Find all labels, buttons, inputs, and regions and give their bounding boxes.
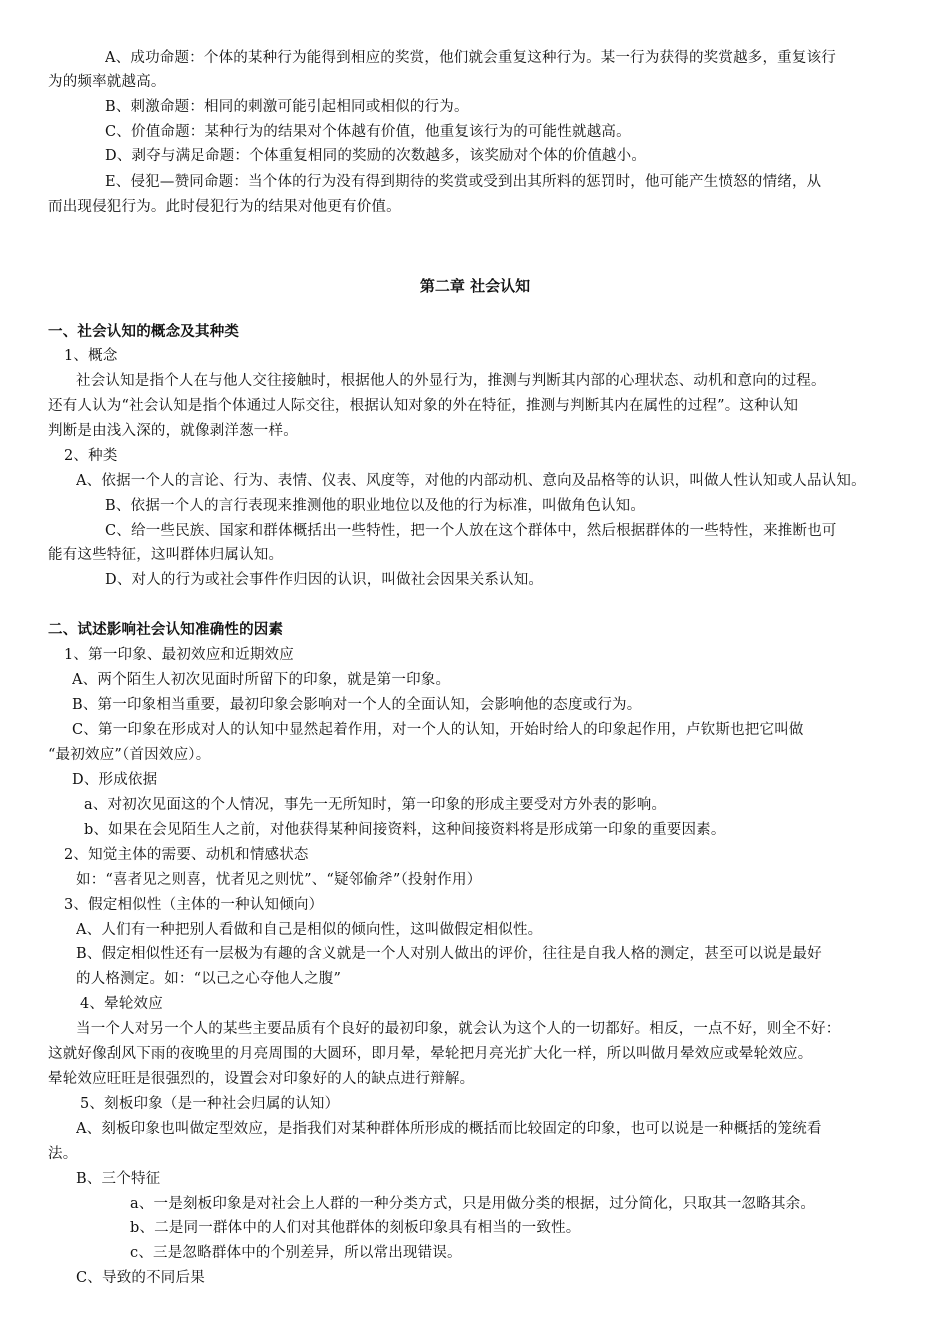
- text-line: B、刺激命题：相同的刺激可能引起相同或相似的行为。: [105, 99, 469, 115]
- text-line: a、对初次见面这的个人情况，事先一无所知时，第一印象的形成主要受对方外表的影响。: [84, 797, 667, 813]
- text-line: 2、种类: [64, 448, 118, 464]
- text-line: 1、概念: [64, 348, 118, 364]
- text-line: 社会认知是指个人在与他人交往接触时，根据他人的外显行为，推测与判断其内部的心理状态、动机和意向的过程。: [76, 373, 826, 389]
- text-line: b、二是同一群体中的人们对其他群体的刻板印象具有相当的一致性。: [130, 1220, 581, 1236]
- text-line: A、刻板印象也叫做定型效应，是指我们对某种群体所形成的概括而比较固定的印象，也可以说是一种概括的笼统看: [76, 1121, 822, 1137]
- text-line: 1、第一印象、最初效应和近期效应: [64, 647, 294, 663]
- text-line: B、假定相似性还有一层极为有趣的含义就是一个人对别人做出的评价，往往是自我人格的测定，甚至可以说是最好: [76, 946, 822, 962]
- text-line: 判断是由浅入深的，就像剥洋葱一样。: [48, 423, 298, 439]
- text-line: 法。: [48, 1146, 78, 1162]
- text-line: 当一个人对另一个人的某些主要品质有个良好的最初印象，就会认为这个人的一切都好。相反，一点不好，则全不好：: [76, 1021, 841, 1037]
- text-line: 3、假定相似性（主体的一种认知倾向）: [64, 897, 324, 913]
- text-line: 而出现侵犯行为。此时侵犯行为的结果对他更有价值。: [48, 199, 401, 215]
- text-line: 还有人认为“社会认知是指个体通过人际交往，根据认知对象的外在特征，推测与判断其内在属性的过程”。这种认知: [48, 398, 799, 414]
- text-line: 这就好像刮风下雨的夜晚里的月亮周围的大圆环，即月晕，晕轮把月亮光扩大化一样，所以叫做月晕效应或晕轮效应。: [48, 1046, 813, 1062]
- text-line: E、侵犯—赞同命题：当个体的行为没有得到期待的奖赏或受到出其所料的惩罚时，他可能产生愤怒的情绪，从: [105, 174, 822, 190]
- text-line: 能有这些特征，这叫群体归属认知。: [48, 547, 284, 563]
- text-line: B、依据一个人的言行表现来推测他的职业地位以及他的行为标准，叫做角色认知。: [105, 498, 646, 514]
- section-heading: 二、试述影响社会认知准确性的因素: [48, 622, 284, 638]
- text-line: A、两个陌生人初次见面时所留下的印象，就是第一印象。: [72, 672, 451, 688]
- text-line: a、一是刻板印象是对社会上人群的一种分类方式，只是用做分类的根据，过分简化，只取其一忽略其余。: [130, 1196, 816, 1212]
- text-line: b、如果在会见陌生人之前，对他获得某种间接资料，这种间接资料将是形成第一印象的重要因素。: [84, 822, 726, 838]
- text-line: B、三个特征: [76, 1171, 161, 1187]
- text-line: A、人们有一种把别人看做和自己是相似的倾向性，这叫做假定相似性。: [76, 922, 543, 938]
- text-line: D、剥夺与满足命题：个体重复相同的奖励的次数越多，该奖励对个体的价值越小。: [105, 148, 647, 164]
- text-line: 如：“喜者见之则喜，忧者见之则忧”、“疑邻偷斧”（投射作用）: [76, 872, 482, 888]
- text-line: D、形成依据: [72, 772, 158, 788]
- text-line: 晕轮效应旺旺是很强烈的，设置会对印象好的人的缺点进行辩解。: [48, 1071, 475, 1087]
- text-line: c、三是忽略群体中的个别差异，所以常出现错误。: [130, 1245, 462, 1261]
- text-line: 为的频率就越高。: [48, 74, 166, 90]
- text-line: B、第一印象相当重要，最初印象会影响对一个人的全面认知，会影响他的态度或行为。: [72, 697, 642, 713]
- text-line: C、给一些民族、国家和群体概括出一些特性，把一个人放在这个群体中，然后根据群体的一些特性，来推断也可: [105, 523, 837, 539]
- text-line: C、第一印象在形成对人的认知中显然起着作用，对一个人的认知，开始时给人的印象起作用，卢钦斯也把它叫做: [72, 722, 804, 738]
- text-line: 4、晕轮效应: [80, 996, 163, 1012]
- text-line: 2、知觉主体的需要、动机和情感状态: [64, 847, 309, 863]
- text-line: A、依据一个人的言论、行为、表情、仪表、风度等，对他的内部动机、意向及品格等的认识，叫做人性认知或人品认知。: [76, 473, 866, 489]
- text-line: C、价值命题：某种行为的结果对个体越有价值，他重复该行为的可能性就越高。: [105, 124, 631, 140]
- text-line: C、导致的不同后果: [76, 1270, 205, 1286]
- text-line: 的人格测定。如：“以己之心夺他人之腹”: [76, 971, 342, 987]
- section-heading: 一、社会认知的概念及其种类: [48, 324, 240, 340]
- text-line: 5、刻板印象（是一种社会归属的认知）: [80, 1096, 340, 1112]
- chapter-title: 第二章 社会认知: [419, 277, 531, 295]
- text-line: D、对人的行为或社会事件作归因的认识，叫做社会因果关系认知。: [105, 572, 544, 588]
- text-line: “最初效应”（首因效应）。: [48, 747, 211, 763]
- text-line: A、成功命题：个体的某种行为能得到相应的奖赏，他们就会重复这种行为。某一行为获得的奖赏越多，重复该行: [105, 50, 836, 66]
